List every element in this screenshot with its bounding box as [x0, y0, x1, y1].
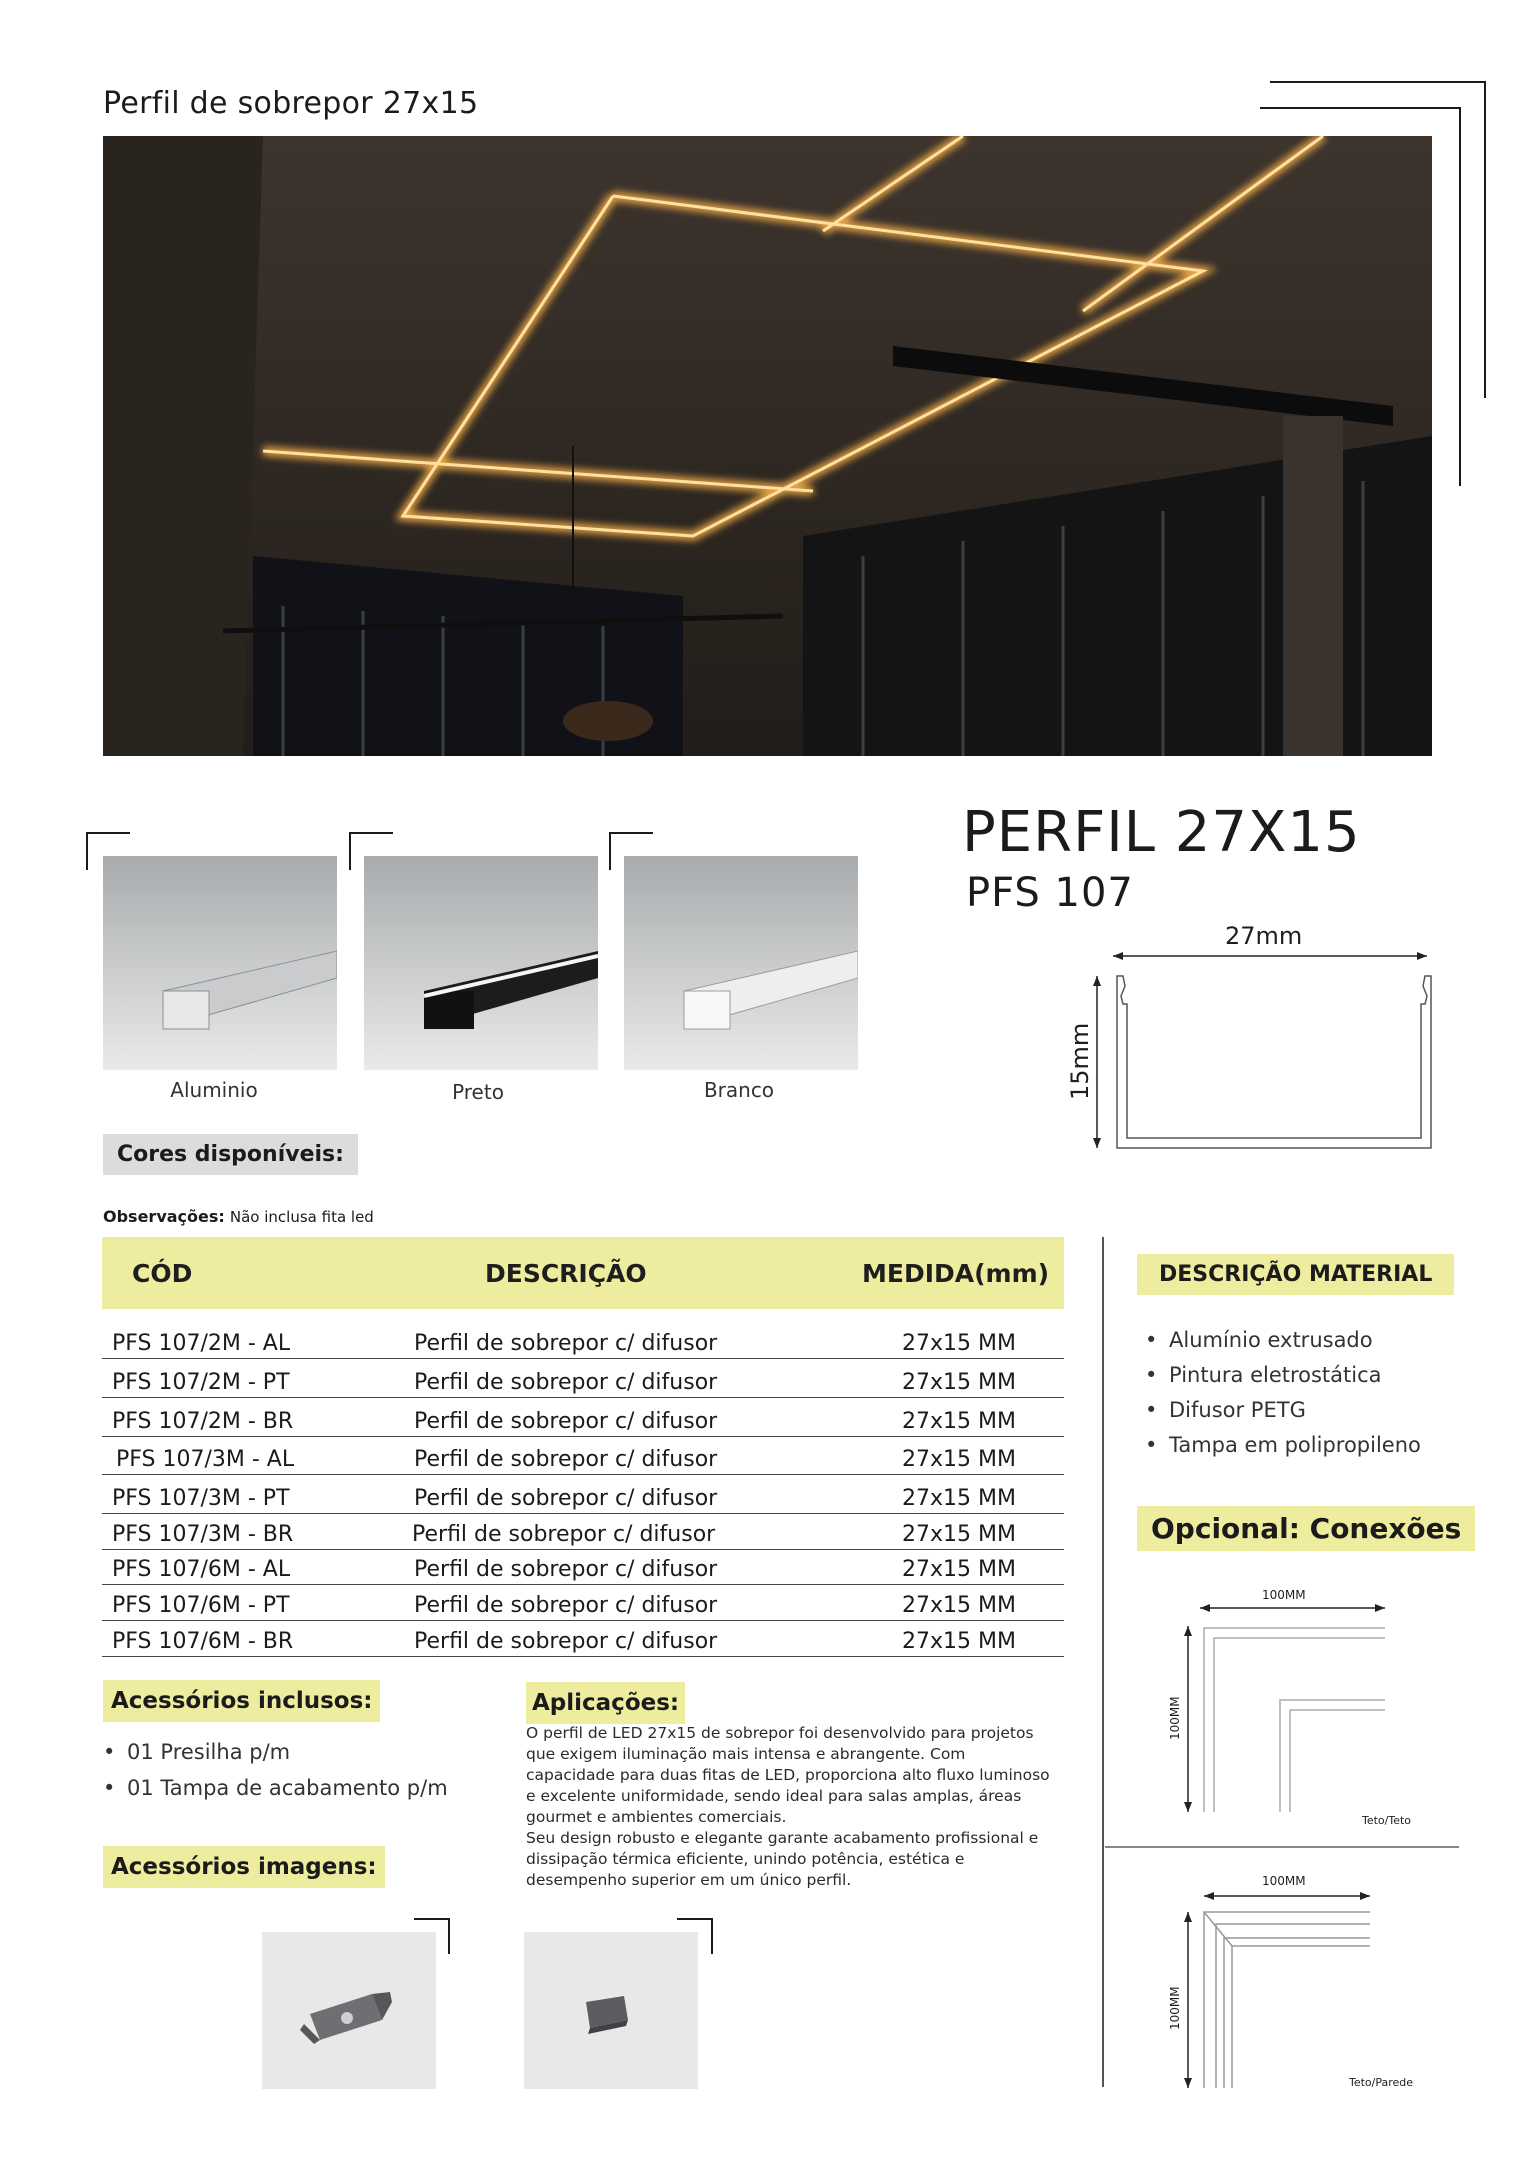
- accessories-title: Acessórios inclusos:: [103, 1680, 380, 1722]
- presilha-image: [262, 1932, 436, 2089]
- row-code: PFS 107/2M - PT: [112, 1370, 290, 1395]
- tampa-image: [524, 1932, 698, 2089]
- material-list: [1145, 1323, 1421, 1463]
- table-row: [102, 1438, 1064, 1475]
- profile-diagram: [1085, 942, 1445, 1152]
- row-measure: 27x15 MM: [902, 1370, 1016, 1395]
- row-description: Perfil de sobrepor c/ difusor: [412, 1522, 716, 1547]
- accessory-item: • 01 Presilha p/m: [103, 1734, 448, 1770]
- section-divider: [1105, 1846, 1459, 1848]
- row-code: PFS 107/3M - PT: [112, 1486, 290, 1511]
- applications-title: Aplicações:: [526, 1682, 685, 1724]
- row-description: Perfil de sobrepor c/ difusor: [414, 1486, 718, 1511]
- column-divider: [1102, 1237, 1104, 2087]
- material-item: • Pintura eletrostática: [1145, 1358, 1421, 1393]
- observations-label: Observações:: [103, 1207, 225, 1226]
- swatch-preto-image: [364, 856, 598, 1070]
- row-code: PFS 107/6M - AL: [112, 1557, 291, 1582]
- row-measure: 27x15 MM: [902, 1331, 1016, 1356]
- row-description: Perfil de sobrepor c/ difusor: [414, 1629, 718, 1654]
- row-code: PFS 107/2M - BR: [112, 1409, 294, 1434]
- material-title: DESCRIÇÃO MATERIAL: [1137, 1254, 1454, 1295]
- row-code: PFS 107/6M - PT: [112, 1593, 290, 1618]
- row-description: Perfil de sobrepor c/ difusor: [414, 1557, 718, 1582]
- page-title: Perfil de sobrepor 27x15: [103, 86, 479, 121]
- row-code: PFS 107/6M - BR: [112, 1629, 294, 1654]
- swatch-label: Preto: [452, 1080, 504, 1104]
- header-measure: MEDIDA(mm): [862, 1259, 1050, 1288]
- table-row: [102, 1622, 1064, 1657]
- observations: [103, 1207, 374, 1226]
- swatch-branco-image: [624, 856, 858, 1070]
- swatch-label: Aluminio: [170, 1078, 258, 1102]
- connection-width-label: 100MM: [1262, 1588, 1306, 1602]
- row-measure: 27x15 MM: [902, 1629, 1016, 1654]
- accessories-list: [103, 1734, 448, 1806]
- table-row: [102, 1515, 1064, 1550]
- connection-teto-parede-diagram: [1180, 1882, 1390, 2092]
- table-row: [102, 1551, 1064, 1585]
- connection-label: Teto/Teto: [1362, 1814, 1412, 1827]
- observations-text: Não inclusa fita led: [229, 1208, 374, 1226]
- row-measure: 27x15 MM: [902, 1486, 1016, 1511]
- connection-height-label: 100MM: [1168, 1986, 1182, 2030]
- applications-paragraph: Seu design robusto e elegante garante acabamento profissional e dissipação térmica eficiente, unindo potência, estética e desempenho superior em um único perfil.: [526, 1829, 1039, 1889]
- accessory-item: • 01 Tampa de acabamento p/m: [103, 1770, 448, 1806]
- connection-teto-teto-diagram: [1180, 1596, 1390, 1816]
- row-description: Perfil de sobrepor c/ difusor: [414, 1370, 718, 1395]
- table-row: [102, 1360, 1064, 1398]
- table-header: [102, 1237, 1064, 1309]
- table-row: [102, 1322, 1064, 1359]
- material-item: • Alumínio extrusado: [1145, 1323, 1421, 1358]
- accessories-images-title: Acessórios imagens:: [103, 1846, 385, 1888]
- hero-image: [103, 136, 1432, 756]
- row-measure: 27x15 MM: [902, 1409, 1016, 1434]
- height-label: 15mm: [1066, 1022, 1094, 1100]
- product-code: PFS 107: [966, 870, 1134, 916]
- row-description: Perfil de sobrepor c/ difusor: [414, 1593, 718, 1618]
- header-description: DESCRIÇÃO: [485, 1259, 647, 1288]
- row-measure: 27x15 MM: [902, 1593, 1016, 1618]
- row-measure: 27x15 MM: [902, 1557, 1016, 1582]
- connection-height-label: 100MM: [1168, 1696, 1182, 1740]
- swatch-label: Branco: [703, 1078, 775, 1102]
- colors-label: Cores disponíveis:: [103, 1134, 358, 1175]
- row-description: Perfil de sobrepor c/ difusor: [414, 1447, 718, 1472]
- row-code: PFS 107/3M - BR: [112, 1522, 294, 1547]
- applications-text: [526, 1723, 1058, 1891]
- swatch-aluminio-image: [103, 856, 337, 1070]
- row-description: Perfil de sobrepor c/ difusor: [414, 1409, 718, 1434]
- applications-paragraph: O perfil de LED 27x15 de sobrepor foi desenvolvido para projetos que exigem iluminação mais intensa e abrangente. Com capacidade para duas fitas de LED, proporciona alto fluxo luminoso e excelente uniformidade, sendo ideal para salas amplas, áreas gourmet e ambientes comerciais.: [526, 1724, 1050, 1826]
- table-row: [102, 1399, 1064, 1437]
- row-measure: 27x15 MM: [902, 1447, 1016, 1472]
- row-code: PFS 107/3M - AL: [116, 1447, 295, 1472]
- row-code: PFS 107/2M - AL: [112, 1331, 291, 1356]
- material-item: • Difusor PETG: [1145, 1393, 1421, 1428]
- table-row: [102, 1476, 1064, 1514]
- product-title: PERFIL 27X15: [962, 800, 1361, 865]
- row-measure: 27x15 MM: [902, 1522, 1016, 1547]
- row-description: Perfil de sobrepor c/ difusor: [414, 1331, 718, 1356]
- material-item: • Tampa em polipropileno: [1145, 1428, 1421, 1463]
- optional-title: Opcional: Conexões: [1137, 1506, 1475, 1551]
- width-label: 27mm: [1225, 922, 1303, 950]
- connection-width-label: 100MM: [1262, 1874, 1306, 1888]
- table-row: [102, 1586, 1064, 1621]
- connection-label: Teto/Parede: [1349, 2076, 1414, 2089]
- header-code: CÓD: [132, 1259, 193, 1288]
